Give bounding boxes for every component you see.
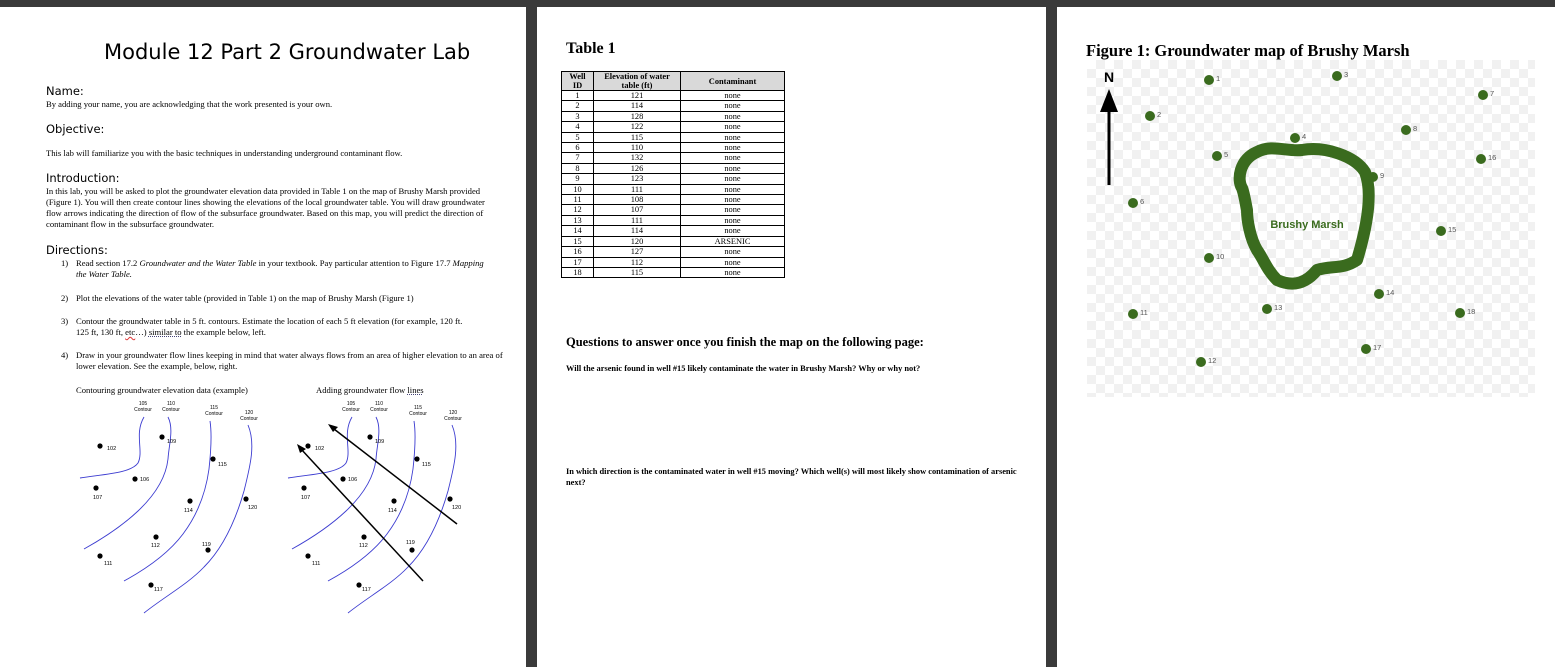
well-marker [1204, 75, 1214, 85]
well-id-cell: 5 [562, 132, 594, 142]
elevation-cell: 111 [594, 215, 681, 225]
well-id-cell: 14 [562, 226, 594, 236]
table-header-row [562, 72, 785, 91]
contour-label: 105 Contour [134, 401, 152, 413]
well-marker [1204, 253, 1214, 263]
page-3 [1057, 7, 1555, 667]
point-label: 109 [167, 439, 177, 445]
well-marker [1401, 125, 1411, 135]
table-row [562, 174, 785, 184]
table-row [562, 236, 785, 246]
caption-left: Contouring groundwater elevation data (example) [76, 385, 248, 395]
groundwater-map [1087, 60, 1535, 397]
contaminant-cell: none [681, 174, 785, 184]
marsh-label: Brushy Marsh [1270, 219, 1344, 231]
contour-label: 115 Contour [409, 405, 427, 417]
flow-example-right [284, 399, 494, 624]
elevation-cell: 122 [594, 122, 681, 132]
elevation-cell: 128 [594, 111, 681, 121]
well-id-cell: 1 [562, 91, 594, 101]
contaminant-cell: none [681, 153, 785, 163]
elevation-cell: 127 [594, 247, 681, 257]
questions-heading: Questions to answer once you finish the map on the following page: [566, 335, 924, 349]
point-label: 119 [406, 540, 415, 546]
direction-2-number: 2) [61, 293, 69, 303]
well-table [561, 71, 785, 278]
direction-4-number: 4) [61, 350, 69, 360]
point-label: 111 [312, 561, 321, 567]
flow-lines [284, 399, 494, 624]
table-row [562, 226, 785, 236]
elevation-cell: 121 [594, 91, 681, 101]
well-marker [1128, 309, 1138, 319]
column-header: Elevation of water table (ft) [594, 72, 681, 91]
caption-right: Adding groundwater flow lines [316, 385, 424, 395]
table-row [562, 101, 785, 111]
well-marker [1212, 151, 1222, 161]
well-marker [1374, 289, 1384, 299]
point-label: 106 [140, 477, 150, 483]
table-title: Table 1 [566, 40, 616, 57]
elevation-cell: 110 [594, 143, 681, 153]
well-marker [1290, 133, 1300, 143]
well-label: 18 [1467, 307, 1476, 316]
contaminant-cell: none [681, 247, 785, 257]
point-label: 117 [154, 587, 163, 593]
table-row [562, 132, 785, 142]
table-row [562, 163, 785, 173]
well-label: 13 [1274, 303, 1283, 312]
contaminant-cell: none [681, 184, 785, 194]
well-label: 4 [1302, 132, 1307, 141]
elevation-cell: 115 [594, 132, 681, 142]
well-marker [1332, 71, 1342, 81]
objective-heading: Objective: [46, 122, 105, 136]
well-marker [1262, 304, 1272, 314]
table-row [562, 122, 785, 132]
direction-3-number: 3) [61, 316, 69, 326]
well-label: 5 [1224, 150, 1229, 159]
well-label: 3 [1344, 70, 1349, 79]
well-marker [1145, 111, 1155, 121]
map-graphics [1087, 60, 1535, 397]
introduction-heading: Introduction: [46, 171, 120, 185]
contour-label: 110 Contour [162, 401, 180, 413]
point-label: 114 [184, 508, 193, 514]
contour-label: 105 Contour [342, 401, 360, 413]
name-note: By adding your name, you are acknowledging that the work presented is your own. [46, 99, 333, 109]
elevation-cell: 126 [594, 163, 681, 173]
contaminant-cell: ARSENIC [681, 236, 785, 246]
elevation-cell: 120 [594, 236, 681, 246]
table-row [562, 143, 785, 153]
point-label: 120 [248, 505, 258, 511]
contaminant-cell: none [681, 267, 785, 277]
question-2: In which direction is the contaminated water in well #15 moving? Which well(s) will most likely show contamination of arsenic next? [566, 467, 1017, 487]
page-2 [537, 7, 1046, 667]
contaminant-cell: none [681, 205, 785, 215]
contaminant-cell: none [681, 122, 785, 132]
well-id-cell: 10 [562, 184, 594, 194]
well-label: 10 [1216, 252, 1225, 261]
table-row [562, 184, 785, 194]
well-label: 2 [1157, 110, 1162, 119]
contaminant-cell: none [681, 91, 785, 101]
contaminant-cell: none [681, 257, 785, 267]
well-id-cell: 11 [562, 195, 594, 205]
table-row [562, 267, 785, 277]
point-label: 111 [104, 561, 113, 567]
well-id-cell: 13 [562, 215, 594, 225]
well-marker [1361, 344, 1371, 354]
table-row [562, 153, 785, 163]
well-marker [1476, 154, 1486, 164]
well-label: 15 [1448, 225, 1457, 234]
well-label: 8 [1413, 124, 1418, 133]
well-marker [1196, 357, 1206, 367]
page-title: Module 12 Part 2 Groundwater Lab [104, 40, 471, 64]
point-label: 112 [359, 543, 368, 549]
objective-text: This lab will familiarize you with the basic techniques in understanding underground contaminant flow. [46, 148, 403, 158]
contaminant-cell: none [681, 111, 785, 121]
point-label: 109 [375, 439, 385, 445]
well-marker [1128, 198, 1138, 208]
table-row [562, 111, 785, 121]
well-marker [1436, 226, 1446, 236]
well-id-cell: 18 [562, 267, 594, 277]
name-label: Name: [46, 84, 84, 98]
well-marker [1368, 172, 1378, 182]
contaminant-cell: none [681, 163, 785, 173]
table-row [562, 215, 785, 225]
contour-lines [76, 399, 286, 624]
direction-4: Draw in your groundwater flow lines keeping in mind that water always flows from an area of higher elevation to an area of lower elevation. See the example, below, right. [76, 350, 503, 371]
well-id-cell: 17 [562, 257, 594, 267]
contaminant-cell: none [681, 226, 785, 236]
page-1 [0, 7, 526, 667]
point-label: 114 [388, 508, 397, 514]
elevation-cell: 123 [594, 174, 681, 184]
point-label: 106 [348, 477, 358, 483]
elevation-cell: 114 [594, 101, 681, 111]
well-label: 1 [1216, 74, 1221, 83]
marsh-boundary [1240, 148, 1369, 283]
contour-label: 110 Contour [370, 401, 388, 413]
well-marker [1478, 90, 1488, 100]
well-id-cell: 2 [562, 101, 594, 111]
elevation-cell: 112 [594, 257, 681, 267]
direction-3: Contour the groundwater table in 5 ft. contours. Estimate the location of each 5 ft elevation (for example, 120 ft. 125 ft, 130 ft, etc…) similar to the example below, left. [76, 316, 463, 337]
table-row [562, 257, 785, 267]
well-label: 12 [1208, 356, 1217, 365]
north-label: N [1104, 69, 1115, 85]
elevation-cell: 115 [594, 267, 681, 277]
well-label: 17 [1373, 343, 1382, 352]
table-row [562, 205, 785, 215]
contour-label: 115 Contour [205, 405, 223, 417]
point-label: 102 [107, 446, 117, 452]
point-label: 120 [452, 505, 462, 511]
elevation-cell: 114 [594, 226, 681, 236]
table-row [562, 195, 785, 205]
column-header: Well ID [562, 72, 594, 91]
point-label: 115 [218, 462, 227, 468]
well-id-cell: 6 [562, 143, 594, 153]
elevation-cell: 111 [594, 184, 681, 194]
well-label: 16 [1488, 153, 1497, 162]
direction-2: Plot the elevations of the water table (provided in Table 1) on the map of Brushy Marsh (Figure 1) [76, 293, 414, 303]
table-row [562, 247, 785, 257]
elevation-cell: 132 [594, 153, 681, 163]
contaminant-cell: none [681, 143, 785, 153]
point-label: 112 [151, 543, 160, 549]
contaminant-cell: none [681, 215, 785, 225]
direction-1-number: 1) [61, 258, 69, 268]
well-label: 14 [1386, 288, 1395, 297]
well-id-cell: 15 [562, 236, 594, 246]
well-id-cell: 8 [562, 163, 594, 173]
elevation-cell: 107 [594, 205, 681, 215]
directions-heading: Directions: [46, 243, 108, 257]
contour-label: 120 Contour [444, 410, 462, 422]
contour-example-left [76, 399, 286, 624]
elevation-cell: 108 [594, 195, 681, 205]
well-label: 11 [1140, 308, 1148, 317]
well-id-cell: 4 [562, 122, 594, 132]
direction-1: Read section 17.2 Groundwater and the Water Table in your textbook. Pay particular attention to Figure 17.7 Mapping the Water Table. [76, 258, 484, 279]
north-arrow-icon [1100, 89, 1118, 112]
point-label: 107 [93, 495, 103, 501]
point-label: 117 [362, 587, 371, 593]
point-label: 107 [301, 495, 311, 501]
question-1: Will the arsenic found in well #15 likely contaminate the water in Brushy Marsh? Why or why not? [566, 364, 921, 373]
point-label: 102 [315, 446, 325, 452]
well-label: 7 [1490, 89, 1495, 98]
well-label: 6 [1140, 197, 1145, 206]
point-label: 119 [202, 542, 211, 548]
well-id-cell: 9 [562, 174, 594, 184]
contaminant-cell: none [681, 195, 785, 205]
contaminant-cell: none [681, 101, 785, 111]
table-row [562, 91, 785, 101]
well-id-cell: 16 [562, 247, 594, 257]
contaminant-cell: none [681, 132, 785, 142]
column-header: Contaminant [681, 72, 785, 91]
figure-title: Figure 1: Groundwater map of Brushy Marsh [1086, 41, 1410, 60]
contour-label: 120 Contour [240, 410, 258, 422]
well-id-cell: 12 [562, 205, 594, 215]
well-marker [1455, 308, 1465, 318]
point-label: 115 [422, 462, 431, 468]
well-id-cell: 3 [562, 111, 594, 121]
well-id-cell: 7 [562, 153, 594, 163]
well-label: 9 [1380, 171, 1385, 180]
introduction-text: In this lab, you will be asked to plot the groundwater elevation data provided in Table 1 on the map of Brushy Marsh provided (Figure 1). You will then create contour lines showing the elevations of the local groundwater table. You will draw groundwater flow arrows indicating the direction of flow of the subsurface groundwater. Based on this map, you will predict the direction of contaminant flow in the subsurface groundwater. [46, 186, 485, 229]
